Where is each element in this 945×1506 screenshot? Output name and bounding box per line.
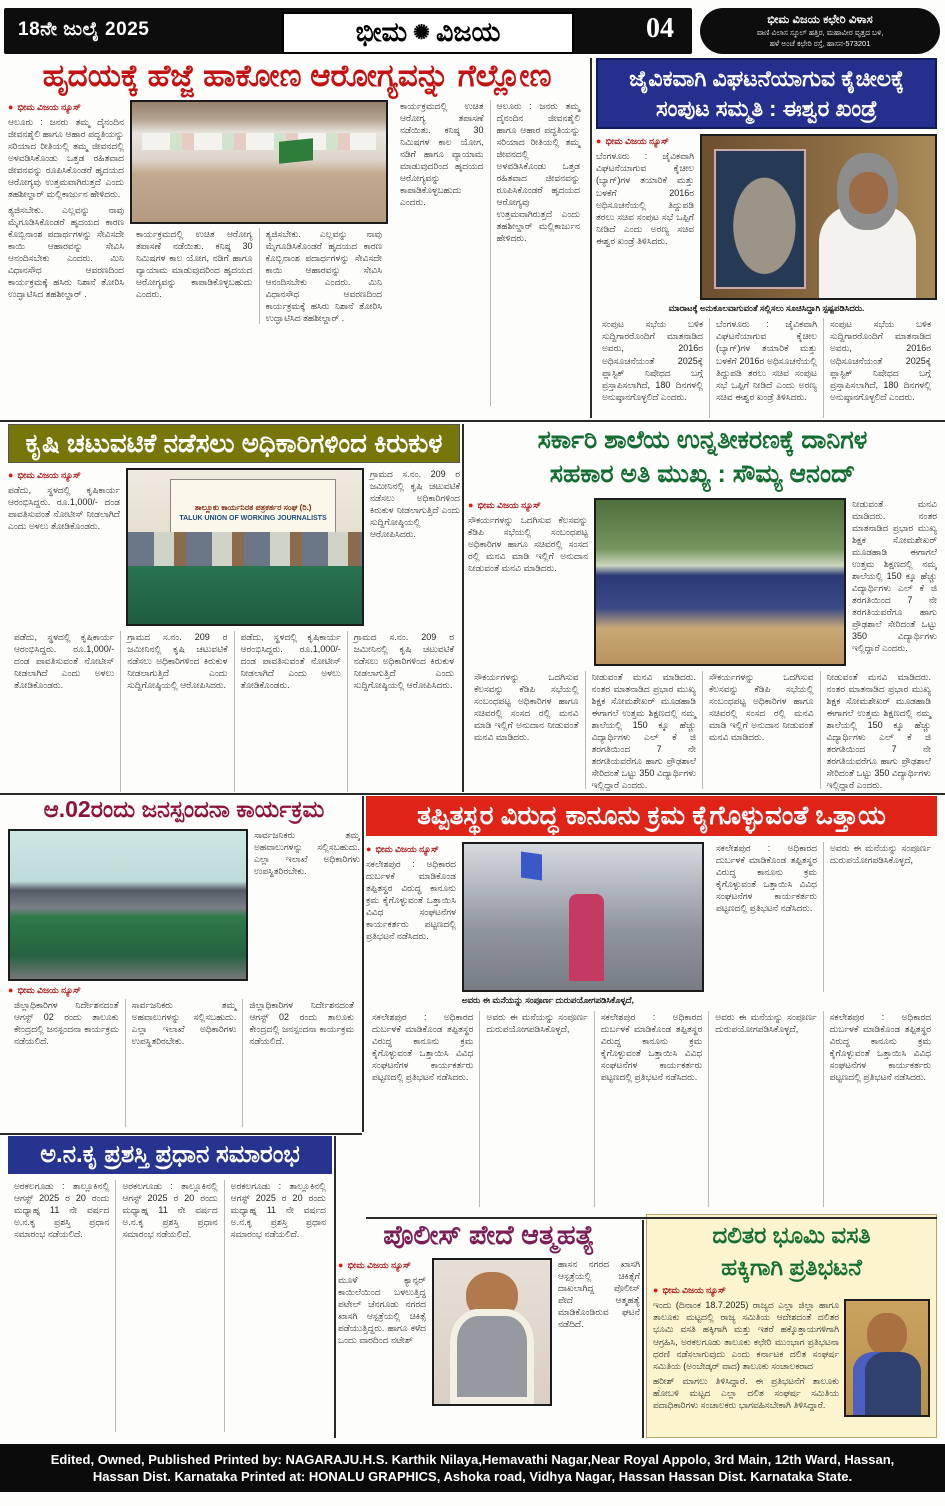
photo-caption: ಅವರು ಈ ಮನೆಯನ್ನು ಸಂಪೂರ್ಣ ದುರುಪಯೋಗಪಡಿಸಿಕೊಳ್ಳದೆ, — [462, 995, 634, 1005]
article-text: ಸಕಲೇಶಪುರ : ಅಧಿಕಾರದ ದುರ್ಬಳಕೆ ಮಾಡಿಕೊಂಡ ತಪ್ಪಿತಸ್ಥರ ವಿರುದ್ಧ ಕಾನೂನು ಕ್ರಮ ಕೈಗೊಳ್ಳುವಂತೆ ಒತ್ತಾಯಿಸಿ ವಿವಿಧ ಸಂಘಟನೆಗಳ ಕಾರ್ಯಕರ್ತರು ಪಟ್ಟಣದಲ್ಲಿ ಪ್ರತಿಭಟನೆ ನಡೆಸಿದರು. — [716, 843, 817, 914]
byline-bullet-icon: ● — [468, 499, 474, 510]
article-text: ಸಕಲೇಶಪುರ : ಅಧಿಕಾರದ ದುರ್ಬಳಕೆ ಮಾಡಿಕೊಂಡ ತಪ್ಪಿತಸ್ಥರ ವಿರುದ್ಧ ಕಾನೂನು ಕ್ರಮ ಕೈಗೊಳ್ಳುವಂತೆ ಒತ್ತಾಯಿಸಿ ವಿವಿಧ ಸಂಘಟನೆಗಳ ಕಾರ್ಯಕರ್ತರು ಪಟ್ಟಣದಲ್ಲಿ ಪ್ರತಿಭಟನೆ ನಡೆಸಿದರು. — [366, 859, 456, 942]
harish-magalu-portrait-photo — [844, 1299, 930, 1417]
headline-line1: ಸರ್ಕಾರಿ ಶಾಲೆಯ ಉನ್ನತೀಕರಣಕ್ಕೆ ದಾನಿಗಳ — [537, 426, 868, 454]
article-text: ಗ್ರಾಮದ ಸ.ನಂ. 209 ರ ಜಮೀನಿನಲ್ಲಿ ಕೃಷಿ ಚಟುವಟಿಕೆ ನಡೆಸಲು ಅಧಿಕಾರಿಗಳಿಂದ ಕಿರುಕುಳ ನೀಡಲಾಗುತ್ತಿದೆ ಎಂದು ಸುದ್ದಿಗೋಷ್ಠಿಯಲ್ಲಿ ಆರೋಪಿಸಿದರು. — [120, 631, 233, 792]
byline — [338, 1260, 426, 1271]
seated-journalists — [128, 532, 362, 566]
office-address-line2: ವಾಣಿ ವಿಲಾಸ ಸ್ಕೂಲ್ ಹತ್ತಿರ, ಮಹಾವೀರ ವೃತ್ತದ ಬಳಿ, — [756, 27, 884, 37]
byline-bullet-icon: ● — [8, 470, 14, 481]
banner-english-text: TALUK UNION OF WORKING JOURNALISTS — [179, 515, 327, 523]
walkathon-rally-photo — [130, 100, 388, 224]
article-police-suicide — [338, 1220, 640, 1438]
byline — [596, 136, 694, 147]
article-text: ಕಾರ್ಯಕ್ರಮದಲ್ಲಿ ಉಚಿತ ಆರೋಗ್ಯ ತಪಾಸಣೆ ನಡೆಯಿತು. ಕನಿಷ್ಠ 30 ನಿಮಿಷಗಳ ಕಾಲ ಯೋಗ, ನಡಿಗೆ ಹಾಗೂ ವ್ಯಾಯಾಮ ಮಾಡುವುದರಿಂದ ಹೃದಯದ ಆರೋಗ್ಯವನ್ನು ಕಾಪಾಡಿಕೊಳ್ಳಬಹುದು ಎಂದರು. — [400, 100, 484, 208]
page-number: 04 — [646, 13, 674, 44]
article-text: ಅವರು ಈ ಮನೆಯನ್ನು ಸಂಪೂರ್ಣ ದುರುಪಯೋಗಪಡಿಸಿಕೊಳ್ಳದೆ, — [823, 842, 937, 992]
article-heart-walkathon — [8, 58, 586, 418]
article-biodegradable-bags — [596, 58, 937, 418]
byline — [653, 1285, 930, 1296]
masthead-word1: ಭೀಮ — [355, 17, 408, 47]
article-text: ಹರೀಶ್ ಮಾಗಲು ತಿಳಿಸಿದ್ದಾರೆ. ಈ ಪ್ರತಿಭಟನೆಗೆ ತಾಲೂಕು ಹೋಬಳಿ ಮಟ್ಟದ ಎಲ್ಲಾ ದಲಿತ ಸಂಘರ್ಷ ಸಮಿತಿಯ ಪದಾಧಿಕಾರಿಗಳು ಸಂಚಾಲಕರು ಭಾಗವಹಿಸಬೇಕಾಗಿ ತಿಳಿಸಿದ್ದಾರೆ. — [653, 1375, 839, 1410]
column-divider — [362, 796, 364, 1132]
headline-legal-action: ತಪ್ಪಿತಸ್ಥರ ವಿರುದ್ಧ ಕಾನೂನು ಕ್ರಮ ಕೈಗೊಳ್ಳುವಂತೆ ಒತ್ತಾಯ — [366, 796, 937, 836]
article-dalit-protest — [646, 1214, 937, 1438]
article-text: ತ್ಯಜಿಸಬೇಕು. ಎಲ್ಲವನ್ನು ನಾವು ಮೈಗೂಡಿಸಿಕೊಂಡರೆ ಹೃದಯದ ಕಾರಣ ಕೊಬ್ಬಿನಾಂಶ ಪದಾರ್ಥಗಳನ್ನು ಸೇವಿಸದೇ ಕಾಯಿ ಆಹಾರವನ್ನು ಸೇವಿಸಿ ಆನಂದಿಸಬೇಕು ಎಂದರು. ಮಿನಿ ವಿಧಾನಸೌಧ ಆವರಣದಿಂದ ಕಾರ್ಯಕ್ರಮಕ್ಕೆ ಹಸಿರು ನಿಶಾನೆ ತೋರಿಸಿ ಉದ್ಘಾಟಿಸಿದ ತಹಶೀಲ್ದಾರ್ . — [259, 228, 389, 324]
section-divider — [366, 1217, 937, 1219]
masthead-word2: ವಿಜಯ — [435, 17, 501, 47]
article-award-ceremony — [8, 1136, 332, 1438]
article-text: ಅವರು ಈ ಮನೆಯನ್ನು ಸಂಪೂರ್ಣ ದುರುಪಯೋಗಪಡಿಸಿಕೊಳ್ಳದೆ, — [479, 1011, 593, 1207]
headline-heart-walkathon: ಹೃದಯಕ್ಕೆ ಹೆಜ್ಜೆ ಹಾಕೋಣ ಆರೋಗ್ಯವನ್ನು ಗೆಲ್ಲೋಣ — [42, 58, 552, 93]
article-text: ಪಡೆದು, ಸ್ಥಳದಲ್ಲಿ ಕೃಷಿಕಾರ್ಯ ಆರಂಭಿಸಿದ್ದರು. ರೂ.1,000/- ದಂಡ ಪಾವತಿಸುವಂತೆ ನೋಟೀಸ್ ನೀಡಲಾಗಿದೆ ಎಂದು ಅಳಲು ತೋಡಿಕೊಂಡರು. — [8, 485, 120, 532]
byline-label: ಭೀಮ ವಿಜಯ ನ್ಯೂಸ್ — [17, 985, 81, 995]
section-divider — [0, 420, 945, 422]
headline-line1: ದಲಿತರ ಭೂಮಿ ವಸತಿ — [712, 1222, 871, 1248]
article-text: ಸೌಕರ್ಯಗಳನ್ನು ಒದಗಿಸುವ ಕೆಲಸವನ್ನು ಕೆಡಿಪಿ ಸಭೆಯಲ್ಲಿ ಸಂಬಂಧಪಟ್ಟ ಅಧಿಕಾರಿಗಳ ಹಾಗೂ ಸಚಿವರಲ್ಲಿ ಸಂಸದ ರಲ್ಲಿ ಮನವಿ ಮಾಡಿ ಇಲ್ಲಿಗೆ ಅನುದಾನ ನೀಡುವಂತೆ ಮನವಿ ಮಾಡಿದರು. — [468, 514, 588, 573]
eshwar-khandre-photo — [700, 134, 937, 300]
article-text: ಸಂಪುಟ ಸಭೆಯ ಬಳಿಕ ಸುದ್ದಿಗಾರರೊಂದಿಗೆ ಮಾತನಾಡಿದ ಅವರು, 2016ರ ಅಧಿಸೂಚನೆಯಂತೆ 2025ಕ್ಕೆ ಪ್ಲಾಸ್ಟಿಕ್ ನಿಷೇಧದ ಬಗ್ಗೆ ಪ್ರಸ್ತಾಪಿಸಲಾಗಿದೆ, 180 ದಿನಗಳಲ್ಲಿ ಅನುಷ್ಠಾನಗೊಳ್ಳಲಿದೆ ಎಂದರು. — [602, 319, 703, 402]
article-text: ಆಲೂರು : ಜನರು ತಮ್ಮ ದೈನಂದಿನ ಜೀವನಶೈಲಿ ಹಾಗೂ ಆಹಾರ ಪದ್ಧತಿಯನ್ನು ಸರಿಯಾದ ರೀತಿಯಲ್ಲಿ ತಮ್ಮ ಜೀವನದಲ್ಲಿ ಅಳವಡಿಸಿಕೊಂಡು ಒತ್ತಡ ರಹಿತವಾದ ಜೀವನವನ್ನು ರೂಪಿಸಿಕೊಂಡರೆ ಹೃದಯದ ಆರೋಗ್ಯವು ಉತ್ತಮವಾಗಿರುತ್ತದೆ ಎಂದು ತಹಶೀಲ್ದಾರ್ ಮಲ್ಲಿಕಾರ್ಜುನ ಹೇಳಿದರು. — [490, 100, 587, 406]
byline-bullet-icon: ● — [338, 1260, 344, 1270]
protest-crowd-photo — [462, 842, 704, 992]
article-text: ಕಾರ್ಯಕ್ರಮದಲ್ಲಿ ಉಚಿತ ಆರೋಗ್ಯ ತಪಾಸಣೆ ನಡೆಯಿತು. ಕನಿಷ್ಠ 30 ನಿಮಿಷಗಳ ಕಾಲ ಯೋಗ, ನಡಿಗೆ ಹಾಗೂ ವ್ಯಾಯಾಮ ಮಾಡುವುದರಿಂದ ಹೃದಯದ ಆರೋಗ್ಯವನ್ನು ಕಾಪಾಡಿಕೊಳ್ಳಬಹುದು ಎಂದರು. — [136, 228, 253, 299]
article-text: ಪಡೆದು, ಸ್ಥಳದಲ್ಲಿ ಕೃಷಿಕಾರ್ಯ ಆರಂಭಿಸಿದ್ದರು. ರೂ.1,000/- ದಂಡ ಪಾವತಿಸುವಂತೆ ನೋಟೀಸ್ ನೀಡಲಾಗಿದೆ ಎಂದು ಅಳಲು ತೋಡಿಕೊಂಡರು. — [14, 632, 115, 691]
office-address-title: ಭೀಮ ವಿಜಯ ಕಛೇರಿ ವಿಳಾಸ — [767, 13, 873, 26]
article-text: ಗ್ರಾಮದ ಸ.ನಂ. 209 ರ ಜಮೀನಿನಲ್ಲಿ ಕೃಷಿ ಚಟುವಟಿಕೆ ನಡೆಸಲು ಅಧಿಕಾರಿಗಳಿಂದ ಕಿರುಕುಳ ನೀಡಲಾಗುತ್ತಿದೆ ಎಂದು ಸುದ್ದಿಗೋಷ್ಠಿಯಲ್ಲಿ ಆರೋಪಿಸಿದರು. — [347, 631, 460, 792]
article-text: ಸಾರ್ವಜನಿಕರು ತಮ್ಮ ಅಹವಾಲುಗಳನ್ನು ಸಲ್ಲಿಸಬಹುದು. ಎಲ್ಲಾ ಇಲಾಖೆ ಅಧಿಕಾರಿಗಳು ಉಪಸ್ಥಿತರಿರಬೇಕು. — [125, 999, 243, 1127]
imprint-line1: Edited, Owned, Published Printed by: NAGARAJU.H.S. Karthik Nilaya,Hemavathi Nagar,Near Royal Appolo, 3rd Main, 12th Ward, Hassan, — [50, 1452, 895, 1467]
headline-dalit-protest — [653, 1219, 930, 1283]
section-divider — [0, 793, 945, 795]
column-divider — [590, 58, 592, 418]
byline-bullet-icon: ● — [366, 844, 372, 854]
article-text: ಅರಕಲಗೂಡು : ತಾಲ್ಲೂಕಿನಲ್ಲಿ ಆಗಸ್ಟ್ 2025 ರ 20 ರಂದು ಮಧ್ಯಾಹ್ನ 11 ನೇ ವರ್ಷದ ಅ.ನ.ಕೃ ಪ್ರಶಸ್ತಿ ಪ್ರಧಾನ ಸಮಾರಂಭ ನಡೆಯಲಿದೆ. — [224, 1180, 332, 1432]
byline-label: ಭೀಮ ವಿಜಯ ನ್ಯೂಸ್ — [375, 844, 439, 854]
article-text: ಸಂಪುಟ ಸಭೆಯ ಬಳಿಕ ಸುದ್ದಿಗಾರರೊಂದಿಗೆ ಮಾತನಾಡಿದ ಅವರು, 2016ರ ಅಧಿಸೂಚನೆಯಂತೆ 2025ಕ್ಕೆ ಪ್ಲಾಸ್ಟಿಕ್ ನಿಷೇಧದ ಬಗ್ಗೆ ಪ್ರಸ್ತಾಪಿಸಲಾಗಿದೆ, 180 ದಿನಗಳಲ್ಲಿ ಅನುಷ್ಠಾನಗೊಳ್ಳಲಿದೆ ಎಂದರು. — [823, 318, 937, 418]
office-address-line3: ಹಳೆ ಅಂಚೆ ಕಛೇರಿ ರಸ್ತೆ, ಹಾಸನ-573201 — [769, 38, 871, 48]
article-text: ಬೆಂಗಳೂರು : ಜೈವಿಕವಾಗಿ ವಿಘಟನೆಯಾಗುವ ಕೈಚೀಲ (ಬ್ಯಾಗ್)ಗಳ ತಯಾರಿಕೆ ಮತ್ತು ಬಳಕೆಗೆ 2016ರ ಅಧಿಸೂಚನೆಯಲ್ಲಿ ತಿದ್ದುಪಡಿ ತರಲು ಸಚಿವ ಸಂಪುಟ ಸಭೆ ಒಪ್ಪಿಗೆ ನೀಡಿದೆ ಎಂದು ಅರಣ್ಯ ಸಚಿವ ಈಶ್ವರ ಖಂಡ್ರೆ ತಿಳಿಸಿದರು. — [709, 318, 823, 418]
article-text: ಜಿಲ್ಲಾಧಿಕಾರಿಗಳ ನಿರ್ದೇಶನದಂತೆ ಆಗಸ್ಟ್ 02 ರಂದು ತಾಲೂಕು ಕೇಂದ್ರದಲ್ಲಿ ಜನಸ್ಪಂದನಾ ಕಾರ್ಯಕ್ರಮ ನಡೆಯಲಿದೆ. — [14, 1000, 119, 1047]
masthead — [282, 12, 574, 54]
headline-agri-harassment: ಕೃಷಿ ಚಟುವಟಿಕೆ ನಡೆಸಲು ಅಧಿಕಾರಿಗಳಿಂದ ಕಿರುಕುಳ — [8, 424, 460, 463]
article-text: ಹಾಸನ ನಗರದ ಖಾಸಗಿ ಆಸ್ಪತ್ರೆಯಲ್ಲಿ ಚಿಕಿತ್ಸೆಗೆ ದಾಖಲಾಗಿದ್ದ ಪೊಲೀಸ್ ಪೇದೆ ಆತ್ಮಹತ್ಯೆ ಮಾಡಿಕೊಂಡಿರುವ ಘಟನೆ ನಡೆದಿದೆ. — [558, 1259, 640, 1330]
minister-face — [849, 172, 889, 214]
article-text: ಸೌಕರ್ಯಗಳನ್ನು ಒದಗಿಸುವ ಕೆಲಸವನ್ನು ಕೆಡಿಪಿ ಸಭೆಯಲ್ಲಿ ಸಂಬಂಧಪಟ್ಟ ಅಧಿಕಾರಿಗಳ ಹಾಗೂ ಸಚಿವರಲ್ಲಿ ಸಂಸದ ರಲ್ಲಿ ಮನವಿ ಮಾಡಿ ಇಲ್ಲಿಗೆ ಅನುದಾನ ನೀಡುವಂತೆ ಮನವಿ ಮಾಡಿದರು. — [474, 671, 579, 742]
article-text: ಅರಕಲಗೂಡು : ತಾಲ್ಲೂಕಿನಲ್ಲಿ ಆಗಸ್ಟ್ 2025 ರ 20 ರಂದು ಮಧ್ಯಾಹ್ನ 11 ನೇ ವರ್ಷದ ಅ.ನ.ಕೃ ಪ್ರಶಸ್ತಿ ಪ್ರಧಾನ ಸಮಾರಂಭ ನಡೆಯಲಿದೆ. — [14, 1181, 110, 1240]
byline-label: ಭೀಮ ವಿಜಯ ನ್ಯೂಸ್ — [662, 1285, 726, 1296]
headline-police-suicide: ಪೊಲೀಸ್ ಪೇದೆ ಆತ್ಮಹತ್ಯೆ — [383, 1220, 595, 1250]
headline-line2: ಸಂಪುಟ ಸಮ್ಮತಿ : ಈಶ್ವರ ಖಂಡ್ರೆ — [655, 95, 878, 121]
office-address — [700, 8, 940, 54]
headline-school-upgrade — [468, 424, 937, 492]
headline-line2: ಸಹಕಾರ ಅತಿ ಮುಖ್ಯ : ಸೌಮ್ಯ ಆನಂದ್ — [549, 459, 856, 488]
headline-line1: ಜೈವಿಕವಾಗಿ ವಿಘಟನೆಯಾಗುವ ಕೈಚೀಲಕ್ಕೆ — [629, 66, 904, 91]
byline-label: ಭೀಮ ವಿಜಯ ನ್ಯೂಸ್ — [477, 499, 541, 510]
school-group-photo — [594, 498, 846, 666]
article-text: ಸಕಲೇಶಪುರ : ಅಧಿಕಾರದ ದುರ್ಬಳಕೆ ಮಾಡಿಕೊಂಡ ತಪ್ಪಿತಸ್ಥರ ವಿರುದ್ಧ ಕಾನೂನು ಕ್ರಮ ಕೈಗೊಳ್ಳುವಂತೆ ಒತ್ತಾಯಿಸಿ ವಿವಿಧ ಸಂಘಟನೆಗಳ ಕಾರ್ಯಕರ್ತರು ಪಟ್ಟಣದಲ್ಲಿ ಪ್ರತಿಭಟನೆ ನಡೆಸಿದರು. — [372, 1012, 474, 1083]
byline-label: ಭೀಮ ವಿಜಯ ನ್ಯೂಸ್ — [17, 470, 81, 481]
article-text: ಇಂದು (ದಿನಾಂಕ 18.7.2025) ರಾಜ್ಯದ ಎಲ್ಲಾ ಜಿಲ್ಲಾ ಹಾಗೂ ತಾಲೂಕು ಮಟ್ಟದಲ್ಲಿ ರಾಜ್ಯ ಸಮಿತಿಯ ಆದೇಶದಂತೆ ದಲಿತರ ಭೂಮಿ ವಸತಿ ಹಕ್ಕಿಗಾಗಿ ಮತ್ತು ಇತರೆ ಹಕ್ಕೊತ್ತಾಯಗಳಿಗಾಗಿ ಆಗ್ರಹಿಸಿ, ಅರಕಲಗೂಡು ತಾಲೂಕು ಕಛೇರಿ ಮುಂಭಾಗ ಪ್ರತಿಭಟನಾ ಧರಣಿ ನಡೆಸಲಾಗುವುದು ಎಂದು ಕರ್ನಾಟಕ ದಲಿತ ಸಂಘರ್ಷ ಸಮಿತಿಯ (ಅಂಬೇಡ್ಕರ್ ವಾದ) ತಾಲೂಕು ಸಂಚಾಲಕರಾದ — [653, 1300, 839, 1371]
article-text: ನೀಡುವಂತೆ ಮನವಿ ಮಾಡಿದರು. ನಂತರ ಮಾತನಾಡಿದ ಪ್ರಭಾರ ಮುಖ್ಯ ಶಿಕ್ಷಕ ಸೋಮಶೇಖರ್ ಮೂಡಹಾಡಿ ಈಗಾಗಲೆ ಉತ್ತಮ ಶಿಕ್ಷಣದಲ್ಲಿ ನಮ್ಮ ಶಾಲೆಯಲ್ಲಿ 150 ಕ್ಕೂ ಹೆಚ್ಚು ವಿದ್ಯಾರ್ಥಿಗಳು ಎಲ್ ಕೆ ಜಿ ತರಗತಿಯಿಂದ 7 ನೇ ತರಗತಿಯವರೆಗೂ ಹಾಗು ಪ್ರೌಢಶಾಲೆ ಸೇರಿದಂತೆ ಒಟ್ಟು 350 ವಿದ್ಯಾರ್ಥಿಗಳು ಇಲ್ಲಿದ್ದಾರೆ ಎಂದರು. — [585, 671, 703, 789]
article-text: ಸೌಕರ್ಯಗಳನ್ನು ಒದಗಿಸುವ ಕೆಲಸವನ್ನು ಕೆಡಿಪಿ ಸಭೆಯಲ್ಲಿ ಸಂಬಂಧಪಟ್ಟ ಅಧಿಕಾರಿಗಳ ಹಾಗೂ ಸಚಿವರಲ್ಲಿ ಸಂಸದ ರಲ್ಲಿ ಮನವಿ ಮಾಡಿ ಇಲ್ಲಿಗೆ ಅನುದಾನ ನೀಡುವಂತೆ ಮನವಿ ಮಾಡಿದರು. — [702, 671, 820, 789]
article-text: ಗ್ರಾಮದ ಸ.ನಂ. 209 ರ ಜಮೀನಿನಲ್ಲಿ ಕೃಷಿ ಚಟುವಟಿಕೆ ನಡೆಸಲು ಅಧಿಕಾರಿಗಳಿಂದ ಕಿರುಕುಳ ನೀಡಲಾಗುತ್ತಿದೆ ಎಂದು ಸುದ್ದಿಗೋಷ್ಠಿಯಲ್ಲಿ ಆರೋಪಿಸಿದರು. — [370, 469, 460, 540]
byline-bullet-icon: ● — [8, 101, 14, 112]
byline-bullet-icon: ● — [8, 985, 14, 995]
byline — [366, 844, 456, 855]
article-text: ಸಾರ್ವಜನಿಕರು ತಮ್ಮ ಅಹವಾಲುಗಳನ್ನು ಸಲ್ಲಿಸಬಹುದು. ಎಲ್ಲಾ ಇಲಾಖೆ ಅಧಿಕಾರಿಗಳು ಉಪಸ್ಥಿತರಿರಬೇಕು. — [254, 830, 360, 877]
article-text: ಅವರು ಈ ಮನೆಯನ್ನು ಸಂಪೂರ್ಣ ದುರುಪಯೋಗಪಡಿಸಿಕೊಳ್ಳದೆ, — [708, 1011, 822, 1207]
article-text: ಅರಕಲಗೂಡು : ತಾಲ್ಲೂಕಿನಲ್ಲಿ ಆಗಸ್ಟ್ 2025 ರ 20 ರಂದು ಮಧ್ಯಾಹ್ನ 11 ನೇ ವರ್ಷದ ಅ.ನ.ಕೃ ಪ್ರಶಸ್ತಿ ಪ್ರಧಾನ ಸಮಾರಂಭ ನಡೆಯಲಿದೆ. — [115, 1180, 223, 1432]
article-text: ಆಲೂರು : ಜನರು ತಮ್ಮ ದೈನಂದಿನ ಜೀವನಶೈಲಿ ಹಾಗೂ ಆಹಾರ ಪದ್ಧತಿಯನ್ನು ಸರಿಯಾದ ರೀತಿಯಲ್ಲಿ ತಮ್ಮ ಜೀವನದಲ್ಲಿ ಅಳವಡಿಸಿಕೊಂಡು ಒತ್ತಡ ರಹಿತವಾದ ಜೀವನವನ್ನು ರೂಪಿಸಿಕೊಂಡರೆ ಹೃದಯದ ಆರೋಗ್ಯವು ಉತ್ತಮವಾಗಿರುತ್ತದೆ ಎಂದು ತಹಶೀಲ್ದಾರ್ ಮಲ್ಲಿಕಾರ್ಜುನ ಹೇಳಿದರು. — [8, 116, 124, 199]
headline-award-ceremony: ಅ.ನ.ಕೃ ಪ್ರಶಸ್ತಿ ಪ್ರಧಾನ ಸಮಾರಂಭ — [8, 1136, 332, 1174]
byline-label: ಭೀಮ ವಿಜಯ ನ್ಯೂಸ್ — [17, 101, 81, 112]
edition-date: 18ನೇ ಜುಲೈ 2025 — [18, 19, 150, 40]
garlanded-man-portrait-photo — [432, 1258, 552, 1406]
column-divider — [642, 1220, 644, 1438]
imprint-line2: Hassan Dist. Karnataka Printed at: HONALU GRAPHICS, Ashoka road, Vidhya Nagar, Hassan Hassan Dist. Karnataka State. — [92, 1469, 853, 1484]
article-legal-action — [366, 796, 937, 1216]
sun-ornament-icon: ✺ — [413, 22, 430, 44]
article-text: ಜಿಲ್ಲಾಧಿಕಾರಿಗಳ ನಿರ್ದೇಶನದಂತೆ ಆಗಸ್ಟ್ 02 ರಂದು ತಾಲೂಕು ಕೇಂದ್ರದಲ್ಲಿ ಜನಸ್ಪಂದನಾ ಕಾರ್ಯಕ್ರಮ ನಡೆಯಲಿದೆ. — [242, 999, 360, 1127]
photo-caption: ಮಾರಾಟಕ್ಕೆ ಅನುಕೂಲವಾಗುವಂತೆ ಸಲ್ಲಿಸಲು ಸೂಚಿಸಿದ್ದಾಗಿ ಸ್ಪಷ್ಟಪಡಿಸಿದರು. — [668, 303, 865, 314]
article-text: ತ್ಯಜಿಸಬೇಕು. ಎಲ್ಲವನ್ನು ನಾವು ಮೈಗೂಡಿಸಿಕೊಂಡರೆ ಹೃದಯದ ಕಾರಣ ಕೊಬ್ಬಿನಾಂಶ ಪದಾರ್ಥಗಳನ್ನು ಸೇವಿಸದೇ ಕಾಯಿ ಆಹಾರವನ್ನು ಸೇವಿಸಿ ಆನಂದಿಸಬೇಕು ಎಂದರು. ಮಿನಿ ವಿಧಾನಸೌಧ ಆವರಣದಿಂದ ಕಾರ್ಯಕ್ರಮಕ್ಕೆ ಹಸಿರು ನಿಶಾನೆ ತೋರಿಸಿ ಉದ್ಘಾಟಿಸಿದ ತಹಶೀಲ್ದಾರ್ . — [8, 204, 124, 300]
article-text: ನೀಡುವಂತೆ ಮನವಿ ಮಾಡಿದರು. ನಂತರ ಮಾತನಾಡಿದ ಪ್ರಭಾರ ಮುಖ್ಯ ಶಿಕ್ಷಕ ಸೋಮಶೇಖರ್ ಮೂಡಹಾಡಿ ಈಗಾಗಲೆ ಉತ್ತಮ ಶಿಕ್ಷಣದಲ್ಲಿ ನಮ್ಮ ಶಾಲೆಯಲ್ಲಿ 150 ಕ್ಕೂ ಹೆಚ್ಚು ವಿದ್ಯಾರ್ಥಿಗಳು ಎಲ್ ಕೆ ಜಿ ತರಗತಿಯಿಂದ 7 ನೇ ತರಗತಿಯವರೆಗೂ ಹಾಗು ಪ್ರೌಢಶಾಲೆ ಸೇರಿದಂತೆ ಒಟ್ಟು 350 ವಿದ್ಯಾರ್ಥಿಗಳು ಇಲ್ಲಿದ್ದಾರೆ ಎಂದರು. — [820, 671, 938, 789]
byline — [8, 102, 124, 113]
article-agri-harassment — [8, 424, 460, 792]
press-meet-photo — [126, 468, 364, 626]
masthead-bar — [4, 8, 692, 54]
article-text: ನೀಡುವಂತೆ ಮನವಿ ಮಾಡಿದರು. ನಂತರ ಮಾತನಾಡಿದ ಪ್ರಭಾರ ಮುಖ್ಯ ಶಿಕ್ಷಕ ಸೋಮಶೇಖರ್ ಮೂಡಹಾಡಿ ಈಗಾಗಲೆ ಉತ್ತಮ ಶಿಕ್ಷಣದಲ್ಲಿ ನಮ್ಮ ಶಾಲೆಯಲ್ಲಿ 150 ಕ್ಕೂ ಹೆಚ್ಚು ವಿದ್ಯಾರ್ಥಿಗಳು ಎಲ್ ಕೆ ಜಿ ತರಗತಿಯಿಂದ 7 ನೇ ತರಗತಿಯವರೆಗೂ ಹಾಗು ಪ್ರೌಢಶಾಲೆ ಸೇರಿದಂತೆ ಒಟ್ಟು 350 ವಿದ್ಯಾರ್ಥಿಗಳು ಇಲ್ಲಿದ್ದಾರೆ ಎಂದರು. — [852, 498, 937, 654]
byline-bullet-icon: ● — [653, 1285, 659, 1296]
headline-janaspandana: ಆ.02ರಂದು ಜನಸ್ಪಂದನಾ ಕಾರ್ಯಕ್ರಮ — [43, 796, 325, 822]
byline — [468, 500, 588, 511]
byline-label: ಭೀಮ ವಿಜಯ ನ್ಯೂಸ್ — [347, 1260, 411, 1270]
byline — [8, 985, 360, 996]
article-text: ಪಡೆದು, ಸ್ಥಳದಲ್ಲಿ ಕೃಷಿಕಾರ್ಯ ಆರಂಭಿಸಿದ್ದರು. ರೂ.1,000/- ದಂಡ ಪಾವತಿಸುವಂತೆ ನೋಟೀಸ್ ನೀಡಲಾಗಿದೆ ಎಂದು ಅಳಲು ತೋಡಿಕೊಂಡರು. — [234, 631, 347, 792]
imprint-footer — [0, 1444, 945, 1492]
banner-kannada-text: ತಾಲ್ಲೂಕು ಕಾರ್ಯನಿರತ ಪತ್ರಕರ್ತರ ಸಂಘ (ರಿ.) — [194, 503, 312, 513]
officials-meeting-photo — [8, 829, 248, 981]
headline-biodegradable-bags — [596, 58, 937, 129]
byline — [8, 470, 120, 481]
byline-bullet-icon: ● — [596, 136, 602, 147]
headline-line2: ಹಕ್ಕಿಗಾಗಿ ಪ್ರತಿಭಟನೆ — [721, 1254, 862, 1281]
article-janaspandana — [8, 796, 360, 1132]
article-text: ಮೂಳೆ ಕ್ಯಾನ್ಸರ್ ಕಾಯಿಲೆಯಿಂದ ಬಳಲುತ್ತಿದ್ದ ಪಟೇಲ್ ಚೆನಗೂಡು ನಗರದ ಖಾಸಗಿ ಆಸ್ಪತ್ರೆಯಲ್ಲಿ ಚಿಕಿತ್ಸೆ ಪಡೆಯುತ್ತಿದ್ದರು. ಹಾಗೂ ಕಳೆದ ಒಂದು ವಾರದಿಂದ ನಟೇಶ್ — [338, 1275, 426, 1346]
byline-label: ಭೀಮ ವಿಜಯ ನ್ಯೂಸ್ — [605, 136, 669, 147]
section-divider — [0, 1133, 362, 1135]
article-school-upgrade — [468, 424, 937, 792]
article-text: ಸಕಲೇಶಪುರ : ಅಧಿಕಾರದ ದುರ್ಬಳಕೆ ಮಾಡಿಕೊಂಡ ತಪ್ಪಿತಸ್ಥರ ವಿರುದ್ಧ ಕಾನೂನು ಕ್ರಮ ಕೈಗೊಳ್ಳುವಂತೆ ಒತ್ತಾಯಿಸಿ ವಿವಿಧ ಸಂಘಟನೆಗಳ ಕಾರ್ಯಕರ್ತರು ಪಟ್ಟಣದಲ್ಲಿ ಪ್ರತಿಭಟನೆ ನಡೆಸಿದರು. — [594, 1011, 708, 1207]
column-divider — [334, 1136, 336, 1438]
article-text: ಸಕಲೇಶಪುರ : ಅಧಿಕಾರದ ದುರ್ಬಳಕೆ ಮಾಡಿಕೊಂಡ ತಪ್ಪಿತಸ್ಥರ ವಿರುದ್ಧ ಕಾನೂನು ಕ್ರಮ ಕೈಗೊಳ್ಳುವಂತೆ ಒತ್ತಾಯಿಸಿ ವಿವಿಧ ಸಂಘಟನೆಗಳ ಕಾರ್ಯಕರ್ತರು ಪಟ್ಟಣದಲ್ಲಿ ಪ್ರತಿಭಟನೆ ನಡೆಸಿದರು. — [823, 1011, 937, 1207]
article-text: ಬೆಂಗಳೂರು : ಜೈವಿಕವಾಗಿ ವಿಘಟನೆಯಾಗುವ ಕೈಚೀಲ (ಬ್ಯಾಗ್)ಗಳ ತಯಾರಿಕೆ ಮತ್ತು ಬಳಕೆಗೆ 2016ರ ಅಧಿಸೂಚನೆಯಲ್ಲಿ ತಿದ್ದುಪಡಿ ತರಲು ಸಚಿವ ಸಂಪುಟ ಸಭೆ ಒಪ್ಪಿಗೆ ನೀಡಿದೆ ಎಂದು ಅರಣ್ಯ ಸಚಿವ ಈಶ್ವರ ಖಂಡ್ರೆ ತಿಳಿಸಿದರು. — [596, 151, 694, 246]
column-divider — [462, 424, 464, 792]
